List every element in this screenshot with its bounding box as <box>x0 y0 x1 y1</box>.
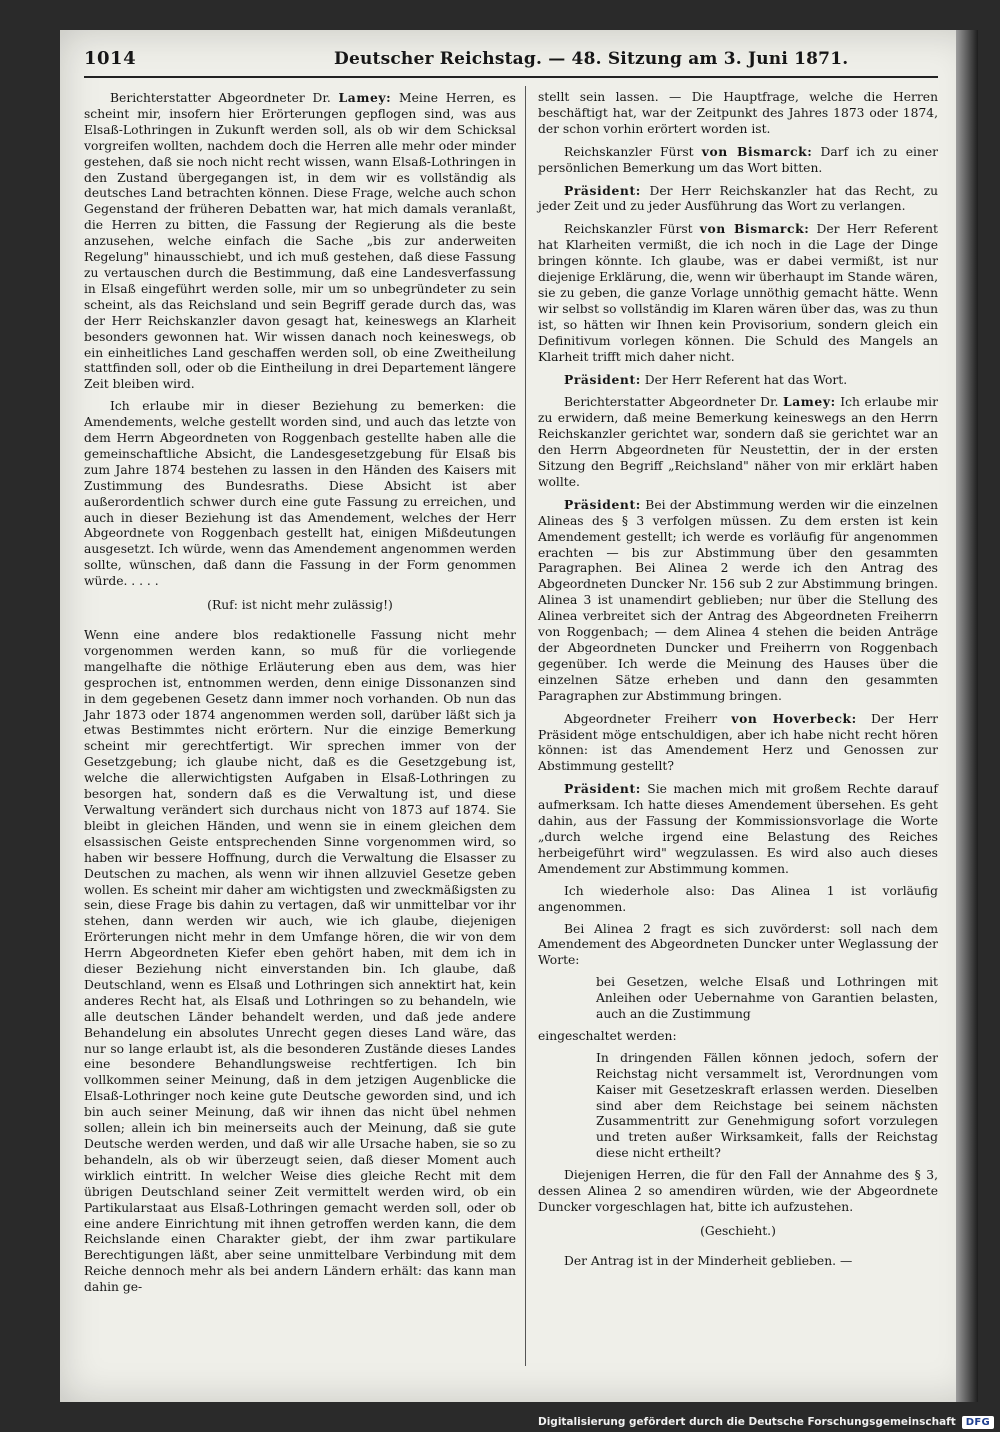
speaker-name: Präsident: <box>564 781 641 797</box>
column-divider <box>525 86 526 1366</box>
body-paragraph: Wenn eine andere blos redaktionelle Fassung nicht mehr vorgenommen werden kann, so muß für die vorliegende mangelhafte die nöthige Erläuterung eben aus dem, was hier gesprochen ist, entnommen werden, denn einige Dissonanzen sind in dem gegebenen Gesetz dann immer noch vorhanden. Ob nun das Jahr 1873 oder 1874 angenommen werden soll, darüber läßt sich ja etwas Bestimmtes nicht erörtern. Nur die einzige Bemerkung scheint mir gerechtfertigt. Wir sprechen immer von der Gesetzgebung; ich glaube nicht, daß es die Gesetzgebung ist, welche die allerwichtigsten Aufgaben in Elsaß-Lothringen zu besorgen hat, sondern daß es die Verwaltung ist, und diese Verwaltung verändert sich durchaus nicht von 1873 auf 1874. Sie bleibt in gleichen Händen, und wenn sie in einem gleichen dem elsassischen Geiste entsprechenden Sinne vorgenommen wird, so haben wir bessere Hoffnung, durch die Verwaltung die Elsasser zu Deutschen zu machen, als wenn wir ihnen allzuviel Gesetze geben wollen. Es scheint mir daher am wichtigsten und zweckmäßigsten zu sein, diese Frage bis dahin zu vertagen, daß wir unmittelbar vor ihr stehen, dann werden wir auch, wie ich glaube, diejenigen Erörterungen nicht mehr in dem Umfange hören, die wir von dem Herrn Abgeordneten Kiefer eben gehört haben, mit dem ich in dieser Beziehung nicht einverstanden bin. Ich glaube, daß Deutschland, wenn es Elsaß und Lothringen sich annektirt hat, kein anderes Recht hat, als Elsaß und Lothringen so zu behandeln, wie alle deutschen Länder behandelt werden, und daß jede andere Behandelung ein absolutes Unrecht gegen dieses Land wäre, das nur so lange erlaubt ist, als die besonderen Zustände dieses Landes eine besondere Behandlungsweise rechtfertigen. Ich bin vollkommen seiner Meinung, daß in dem jetzigen Augenblicke die Elsaß-Lothringer noch keine gute Deutsche geworden sind, und ich bin auch seiner Meinung, daß wir ihnen das nicht übel nehmen sollen; allein ich bin meinerseits auch der Meinung, daß sie gute Deutsche werden werden, und daß wir alle Ursache haben, sie so zu behandeln, als ob wir überzeugt seien, daß dieser Moment auch wirklich eintritt. In welcher Weise dies gleiche Recht mit dem übrigen Deutschland seiner Zeit vermittelt werden wird, ob ein Partikularstaat aus Elsaß-Lothringen gemacht werden soll, oder ob eine andere Einrichtung mit ihnen getroffen werden kann, die dem Reichslande einen Charakter giebt, der ihm zwar partikulare Berechtigungen läßt, aber seine unmittelbare Verbindung mit dem Reiche dennoch mehr als bei andern Ländern erhält: das kann man dahin ge- <box>84 628 516 1295</box>
speaker-name: Präsident: <box>564 496 641 512</box>
stage-direction: (Geschieht.) <box>700 1223 776 1238</box>
body-paragraph: stellt sein lassen. — Die Hauptfrage, welche die Herren beschäftigt hat, war der Zeitpunkt des Jahres 1873 oder 1874, der schon vorhin erörtert worden ist. <box>538 90 938 136</box>
speaker-name: Lamey: <box>782 394 836 410</box>
speaker-intro: Reichskanzler Fürst <box>564 144 694 159</box>
speaker-name: von Hoverbeck: <box>731 710 857 726</box>
speaker-name: Präsident: <box>564 371 641 387</box>
speaker-intro: Reichskanzler Fürst <box>564 222 693 237</box>
speech-paragraph <box>84 90 516 393</box>
dfg-logo: DFG <box>962 1416 994 1429</box>
left-column <box>84 90 516 1302</box>
body-paragraph: Diejenigen Herren, die für den Fall der Annahme des § 3, dessen Alinea 2 so amendiren würden, wie der Abgeordnete Duncker vorgeschlagen hat, bitte ich aufzustehen. <box>538 1168 938 1214</box>
speaker-intro: Abgeordneter Freiherr <box>564 711 718 726</box>
speech-text: Der Herr Reichskanzler hat das Recht, zu jeder Zeit und zu jeder Ausführung das Wort zu verlangen. <box>538 183 938 214</box>
speech-text: Meine Herren, es scheint mir, insofern hier Erörterungen gepflogen sind, was aus Elsaß-Lothringen in Zukunft werden soll, als ob wir dem Schicksal vorgreifen wollten, nachdem doch die Herren alle mehr oder minder gestehen, daß sie noch nicht recht wissen, wann Elsaß-Lothringen in den Zustand übergegangen ist, in dem wir es vollständig als deutsches Land betrachten können. Diese Frage, welche auch schon Gegenstand der früheren Debatten war, hat mich damals veranlaßt, die Herren zu bitten, die Fassung der Regierung als die beste anzusehen, welche einfach die Sache „bis zur anderweiten Regelung" hinausschiebt, und ich muß gestehen, daß diese Fassung zu vertauschen durch die Bestimmung, daß eine Landesverfassung in Elsaß eingeführt werden solle, mir um so unbegründeter zu sein scheint, als das Reichsland und sein Begriff gerade durch das, was der Herr Reichskanzler davon gesagt hat, keineswegs an Klarheit besonders gewonnen hat. Wir wissen danach noch keineswegs, ob ein einheitliches Land geschaffen werden soll, ob eine Zweitheilung stattfinden soll, oder ob die Eintheilung in drei Departement längere Zeit bleiben wird. <box>84 91 516 392</box>
body-paragraph: Ich wiederhole also: Das Alinea 1 ist vorläufig angenommen. <box>538 883 938 914</box>
scanned-page <box>60 30 978 1402</box>
page-header <box>84 46 938 78</box>
quoted-text: In dringenden Fällen können jedoch, sofern der Reichstag nicht versammelt ist, Verordnungen vom Kaiser mit Gesetzeskraft erlassen werden. Dieselben sind aber dem Reichstage bei seinem nächsten Zusammentritt zur Genehmigung sofort vorzulegen und treten außer Wirksamkeit, falls der Reichstag diese nicht ertheilt? <box>596 1050 938 1161</box>
speech-text: Sie machen mich mit großem Rechte darauf aufmerksam. Ich hatte dieses Amendement übersehen. Es geht dahin, aus der Fassung der Kommissionsvorlage die Worte „durch welche irgend eine Belastung des Reiches herbeigeführt wird" wegzulassen. Es wird also auch dieses Amendement zur Abstimmung kommen. <box>538 782 938 876</box>
speech-paragraph <box>538 372 938 389</box>
speech-paragraph <box>538 781 938 877</box>
speech-text: Ich erlaube mir zu erwidern, daß meine Bemerkung keineswegs an den Herrn Reichskanzler gerichtet war, sondern daß sie gerichtet war an den Herrn Abgeordneten für Neustettin, der in der ersten Sitzung den Begriff „Reichsland" näher von mir erklärt haben wollte. <box>538 395 938 489</box>
body-paragraph: Bei Alinea 2 fragt es sich zuvörderst: soll nach dem Amendement des Abgeordneten Duncker unter Weglassung der Worte: <box>538 921 938 968</box>
body-paragraph: Ich erlaube mir in dieser Beziehung zu bemerken: die Amendements, welche gestellt worden sind, und auch das letzte von dem Herrn Abgeordneten von Roggenbach gestellte haben alle die gemeinschaftliche Absicht, die Landesgesetzgebung für Elsaß bis zum Jahre 1874 bestehen zu lassen in den Händen des Kaisers mit Zustimmung des Bundesraths. Diese Absicht ist aber außerordentlich schwer durch eine gute Fassung zu erreichen, und auch in dieser Beziehung ist das Amendement, welches der Herr Abgeordnete von Roggenbach gestellt hat, einigen Mißdeutungen ausgesetzt. Ich würde, wenn das Amendement angenommen werden sollte, wünschen, daß dann die Fassung in der Form genommen würde. . . . . <box>84 399 516 589</box>
body-paragraph: eingeschaltet werden: <box>538 1028 677 1043</box>
quoted-text: bei Gesetzen, welche Elsaß und Lothringen mit Anleihen oder Uebernahme von Garantien belasten, auch an die Zustimmung <box>596 975 938 1022</box>
speech-text: Darf ich zu einer persönlichen Bemerkung um das Wort bitten. <box>538 144 938 175</box>
footer-credit <box>538 1412 1000 1432</box>
running-title: Deutscher Reichstag. — 48. Sitzung am 3. Juni 1871. <box>334 49 849 69</box>
speaker-name: Präsident: <box>564 182 641 198</box>
speech-paragraph <box>538 711 938 776</box>
speaker-intro: Berichterstatter Abgeordneter Dr. <box>110 91 331 105</box>
body-paragraph: Der Antrag ist in der Minderheit geblieben. — <box>564 1253 853 1268</box>
speech-paragraph <box>538 394 938 490</box>
speech-paragraph <box>538 497 938 705</box>
speaker-name: von Bismarck: <box>701 143 813 159</box>
page-edge-shadow <box>956 30 978 1402</box>
speech-text: Der Herr Referent hat das Wort. <box>644 372 848 387</box>
speech-text: Bei der Abstimmung werden wir die einzelnen Alineas des § 3 verfolgen müssen. Zu dem ersten ist kein Amendement gestellt; ich werde es vorläufig für angenommen erachten — bis zur Abstimmung über den gesammten Paragraphen. Bei Alinea 2 werde ich den Antrag des Abgeordneten Duncker Nr. 156 sub 2 zur Abstimmung bringen. Alinea 3 ist unamendirt geblieben; nur über die Stellung des Alinea verbreitet sich der Antrag des Abgeordneten Freiherrn von Roggenbach; — dem Alinea 4 stehen die beiden Anträge der Abgeordneten Duncker und Freiherrn von Roggenbach gegenüber. Ich werde die Meinung des Hauses über die einzelnen Sätze erheben und dann den gesammten Paragraphen zur Abstimmung bringen. <box>538 497 938 703</box>
speech-text: Der Herr Referent hat Klarheiten vermißt, die ich noch in die Lage der Dinge bringen könnte. Ich glaube, was er dabei vermißt, ist nur diejenige Erklärung, die, wenn wir überhaupt im Stande wären, sie zu geben, die ganze Vorlage unnöthig gemacht hätte. Wenn wir selbst so vollständig im Klaren wären über das, was zu thun ist, so hätten wir Ihnen kein Provisorium, sondern gleich ein Definitivum vorlegen können. Die Schuld des Mangels an Klarheit trifft mich daher nicht. <box>538 222 938 364</box>
speech-paragraph <box>538 221 938 365</box>
speech-text: Der Herr Präsident möge entschuldigen, aber ich habe nicht recht hören können: ist das Amendement Herz und Genossen zur Abstimmung gestellt? <box>538 711 938 774</box>
footer-credit-text: Digitalisierung gefördert durch die Deutsche Forschungsgemeinschaft <box>537 1416 956 1428</box>
speech-paragraph <box>538 183 938 216</box>
speaker-intro: Berichterstatter Abgeordneter Dr. <box>564 395 779 410</box>
page-number: 1014 <box>84 48 137 69</box>
speech-paragraph <box>538 144 938 177</box>
speaker-name: Lamey: <box>338 90 392 105</box>
stage-direction: (Ruf: ist nicht mehr zulässig!) <box>207 598 393 613</box>
speaker-name: von Bismarck: <box>699 221 810 237</box>
right-column <box>538 90 938 1276</box>
